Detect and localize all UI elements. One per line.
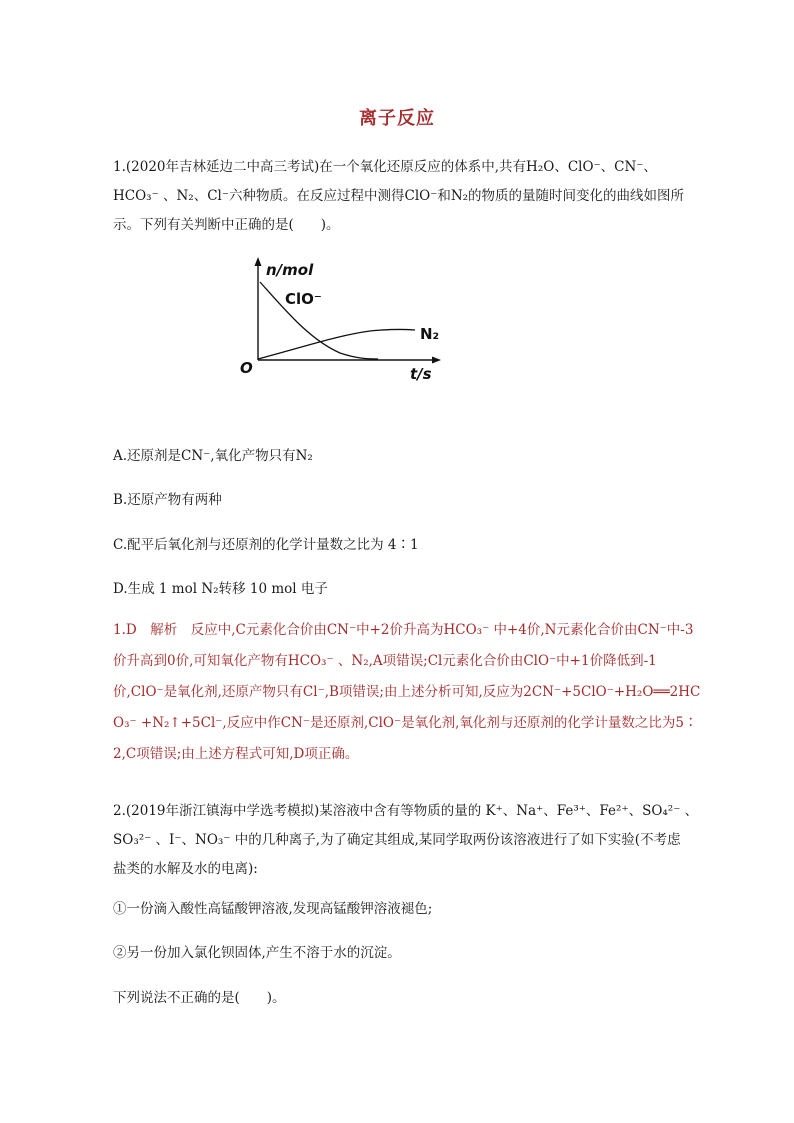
q2-question: 下列说法不正确的是( )。 — [113, 990, 286, 1006]
answer-line-2: 价升高到0价,可知氧化产物有HCO₃⁻ 、N₂,A项错误;Cl元素化合价由ClO⁻中+1价降低到-1 — [113, 653, 657, 669]
origin-label: O — [240, 359, 253, 377]
q2-step-2: ②另一份加入氯化钡固体,产生不溶于水的沉淀。 — [113, 945, 401, 961]
page-title: 离子反应 — [359, 108, 435, 129]
amount-time-graph — [230, 255, 450, 385]
question-2-stem — [113, 797, 699, 884]
option-d: D.生成 1 mol N₂转移 10 mol 电子 — [113, 581, 328, 597]
answer-line-5: 2,C项错误;由上述方程式可知,D项正确。 — [113, 746, 359, 762]
y-axis-label: n/mol — [266, 261, 314, 279]
answer-line-1: 1.D 解析 反应中,C元素化合价由CN⁻中+2价升高为HCO₃⁻ 中+4价,N元素化合价由CN⁻中-3 — [113, 622, 694, 638]
n2-label: N₂ — [420, 325, 440, 343]
y-axis-arrow — [255, 257, 262, 266]
option-a: A.还原剂是CN⁻,氧化产物只有N₂ — [113, 448, 313, 464]
answer-1-analysis — [113, 615, 701, 770]
q1-line-3: 示。下列有关判断中正确的是( )。 — [113, 217, 340, 233]
x-axis-arrow — [432, 357, 441, 364]
option-c: C.配平后氧化剂与还原剂的化学计量数之比为 4∶1 — [113, 537, 419, 553]
q2-line-2: SO₃²⁻ 、I⁻、NO₃⁻ 中的几种离子,为了确定其组成,某同学取两份该溶液进行了如下实验(不考虑 — [113, 832, 681, 848]
q1-line-1: 1.(2020年吉林延边二中高三考试)在一个氧化还原反应的体系中,共有H₂O、ClO⁻、CN⁻、 — [113, 159, 657, 175]
q2-step-1: ①一份滴入酸性高锰酸钾溶液,发现高锰酸钾溶液褪色; — [113, 901, 433, 917]
question-1-stem — [113, 153, 683, 240]
x-axis-label: t/s — [410, 365, 432, 383]
q1-line-2: HCO₃⁻ 、N₂、Cl⁻六种物质。在反应过程中测得ClO⁻和N₂的物质的量随时间变化的曲线如图所 — [113, 188, 685, 204]
clo-label: ClO⁻ — [285, 290, 322, 308]
answer-line-4: O₃⁻ +N₂↑+5Cl⁻,反应中作CN⁻是还原剂,ClO⁻是氧化剂,氧化剂与还原剂的化学计量数之比为5∶ — [113, 715, 698, 731]
q2-line-1: 2.(2019年浙江镇海中学选考模拟)某溶液中含有等物质的量的 K⁺、Na⁺、Fe³⁺、Fe²⁺、SO₄²⁻ 、 — [113, 803, 699, 819]
q2-line-3: 盐类的水解及水的电离): — [113, 861, 258, 877]
option-b: B.还原产物有两种 — [113, 492, 222, 508]
answer-line-3: 价,ClO⁻是氧化剂,还原产物只有Cl⁻,B项错误;由上述分析可知,反应为2CN⁻+5ClO⁻+H₂O══2HC — [113, 684, 701, 700]
n2-curve — [258, 329, 415, 359]
